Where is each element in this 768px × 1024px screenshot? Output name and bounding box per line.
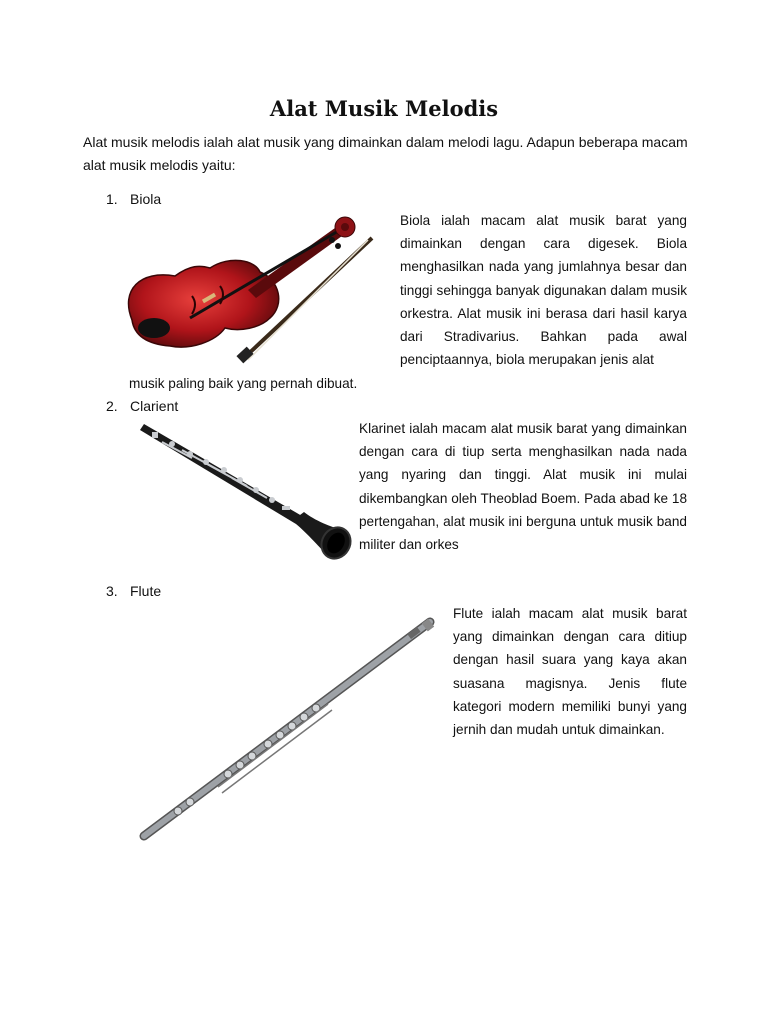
list-item-flute-label: [106, 581, 161, 601]
flute-description: Flute ialah macam alat musik barat yang dimainkan dengan cara ditiup dengan hasil suara yang kaya akan suasana magisnya. Jenis flute kategori modern memiliki bunyi yang jernih dan mudah untuk dimainkan.: [453, 606, 687, 738]
list-number: 2.: [106, 398, 118, 414]
list-item-clarient-label: [106, 396, 178, 416]
list-item-biola-label: [106, 189, 161, 209]
clarinet-image: [132, 420, 354, 565]
item-name: Clarient: [130, 398, 179, 414]
item-name: Flute: [130, 583, 162, 599]
flute-image: [138, 612, 440, 844]
list-number: 3.: [106, 583, 118, 599]
biola-description: Biola ialah macam alat musik barat yang dimainkan dengan cara digesek. Biola menghasilkan nada yang jumlahnya besar dan tinggi sehingga banyak digunakan dalam musik orkestra. Alat musik ini berasa dari hasil karya dari Stradivarius. Bahkan pada awal penciptaannya, biola merupakan jenis alat: [400, 213, 687, 368]
biola-description-continuation: musik paling baik yang pernah dibuat.: [129, 376, 358, 391]
item-name: Biola: [130, 191, 162, 207]
page-title: Alat Musik Melodis: [269, 96, 499, 121]
violin-image: [120, 210, 390, 375]
clarient-description: Klarinet ialah macam alat musik barat yang dimainkan dengan cara di tiup serta menghasilkan nada nada yang nyaring dan tinggi. Alat musik ini mulai dikembangkan oleh Theoblad Boem. Pada abad ke 18 pertengahan, alat musik ini berguna untuk musik band militer dan orkes: [359, 421, 687, 553]
list-number: 1.: [106, 191, 118, 207]
intro-paragraph: Alat musik melodis ialah alat musik yang dimainkan dalam melodi lagu. Adapun beberapa macam alat musik melodis yaitu:: [83, 134, 688, 173]
